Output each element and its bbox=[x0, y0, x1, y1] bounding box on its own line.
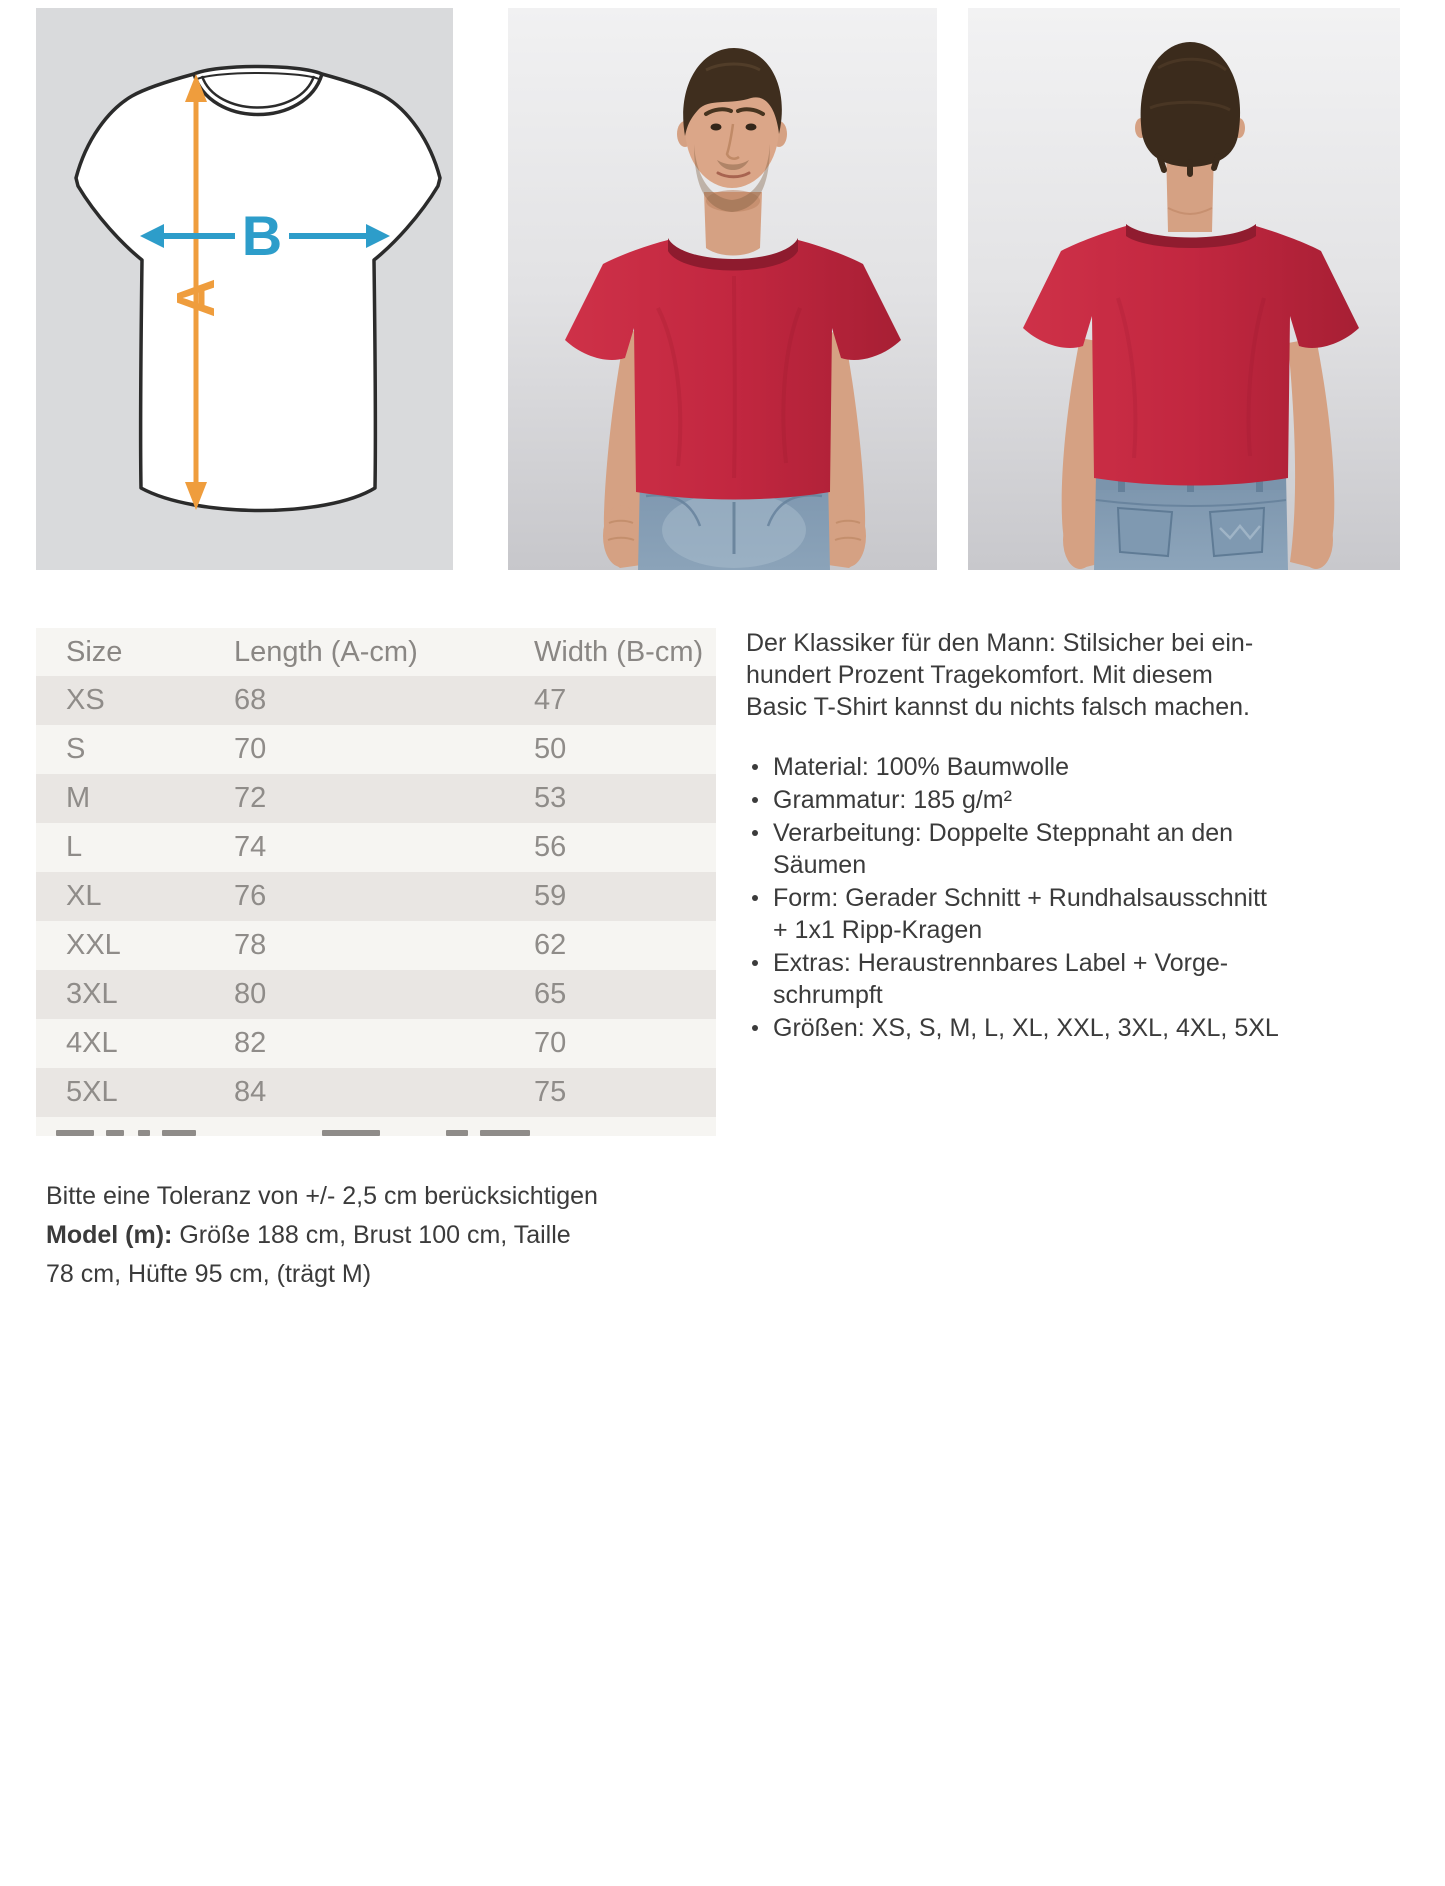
size-cell: XXL bbox=[66, 929, 121, 961]
column-header-size: Size bbox=[66, 635, 123, 668]
width-cell: 62 bbox=[534, 929, 567, 961]
size-table-header bbox=[36, 628, 716, 676]
width-cell: 50 bbox=[534, 733, 567, 765]
description-intro bbox=[746, 627, 1386, 723]
size-cell: XL bbox=[66, 880, 102, 912]
column-header-width: Width (B-cm) bbox=[534, 635, 704, 668]
size-table-body bbox=[36, 676, 716, 1117]
size-cell: S bbox=[66, 733, 86, 765]
table-row bbox=[36, 970, 716, 1019]
eye-left bbox=[711, 124, 722, 131]
table-row bbox=[36, 725, 716, 774]
bullet-item: Verarbeitung: Doppelte Steppnaht an den Säumen bbox=[746, 817, 1386, 881]
width-cell: 65 bbox=[534, 978, 567, 1010]
table-row bbox=[36, 1068, 716, 1117]
length-cell: 82 bbox=[234, 1027, 267, 1059]
length-cell: 78 bbox=[234, 929, 267, 961]
width-cell: 59 bbox=[534, 880, 567, 912]
length-cell: 84 bbox=[234, 1076, 267, 1108]
table-row bbox=[36, 1019, 716, 1068]
tolerance-note: Bitte eine Toleranz von +/- 2,5 cm berücksichtigen bbox=[46, 1182, 598, 1210]
eye-right bbox=[746, 124, 757, 131]
back-pocket-left bbox=[1118, 508, 1172, 556]
model-photo-back[interactable] bbox=[968, 8, 1400, 570]
table-row bbox=[36, 872, 716, 921]
width-cell: 47 bbox=[534, 684, 567, 716]
length-cell: 68 bbox=[234, 684, 267, 716]
description-line: Basic T-Shirt kannst du nichts falsch machen. bbox=[746, 693, 1250, 721]
model-photo-front[interactable] bbox=[508, 8, 937, 570]
hand-left bbox=[603, 505, 639, 567]
width-cell: 53 bbox=[534, 782, 567, 814]
bullet-item: Extras: Heraustrennbares Label + Vorge- schrumpft bbox=[746, 947, 1386, 1011]
table-row bbox=[36, 823, 716, 872]
width-cell: 56 bbox=[534, 831, 567, 863]
size-table bbox=[36, 628, 716, 1136]
bullet-item: Form: Gerader Schnitt + Rundhalsausschnitt + 1x1 Ripp-Kragen bbox=[746, 882, 1386, 946]
model-info-line2: 78 cm, Hüfte 95 cm, (trägt M) bbox=[46, 1260, 372, 1288]
size-cell: 5XL bbox=[66, 1076, 118, 1108]
table-truncated-row bbox=[36, 1117, 716, 1136]
hand-right bbox=[1299, 511, 1333, 569]
description-bullets bbox=[746, 751, 1386, 1044]
table-row bbox=[36, 921, 716, 970]
length-cell: 70 bbox=[234, 733, 267, 765]
size-diagram-image[interactable] bbox=[36, 8, 453, 570]
table-row bbox=[36, 676, 716, 725]
table-row bbox=[36, 774, 716, 823]
model-info-line1: Model (m): Größe 188 cm, Brust 100 cm, Taille bbox=[46, 1221, 571, 1249]
bullet-item: Material: 100% Baumwolle bbox=[746, 751, 1386, 783]
length-cell: 72 bbox=[234, 782, 267, 814]
jeans-back bbox=[1094, 474, 1288, 570]
length-cell: 76 bbox=[234, 880, 267, 912]
length-cell: 80 bbox=[234, 978, 267, 1010]
hand-right bbox=[830, 505, 866, 567]
product-description bbox=[746, 627, 1386, 1045]
length-cell: 74 bbox=[234, 831, 267, 863]
size-cell: M bbox=[66, 782, 91, 814]
bullet-item: Grammatur: 185 g/m² bbox=[746, 784, 1386, 816]
description-line: hundert Prozent Tragekomfort. Mit diesem bbox=[746, 661, 1213, 689]
tshirt-measurement-diagram bbox=[36, 8, 453, 570]
bullet-item: Größen: XS, S, M, L, XL, XXL, 3XL, 4XL, 5XL bbox=[746, 1012, 1386, 1044]
label-a: A bbox=[166, 278, 226, 318]
model-label: Model (m): bbox=[46, 1221, 173, 1249]
width-cell: 75 bbox=[534, 1076, 567, 1108]
width-cell: 70 bbox=[534, 1027, 567, 1059]
column-header-length: Length (A-cm) bbox=[234, 635, 418, 668]
label-b: B bbox=[241, 204, 283, 267]
size-cell: XS bbox=[66, 684, 105, 716]
size-cell: 3XL bbox=[66, 978, 118, 1010]
description-line: Der Klassiker für den Mann: Stilsicher bei ein- bbox=[746, 629, 1254, 657]
size-cell: 4XL bbox=[66, 1027, 118, 1059]
size-cell: L bbox=[66, 831, 83, 863]
hand-left bbox=[1063, 511, 1097, 569]
measurement-notes bbox=[46, 1177, 706, 1294]
